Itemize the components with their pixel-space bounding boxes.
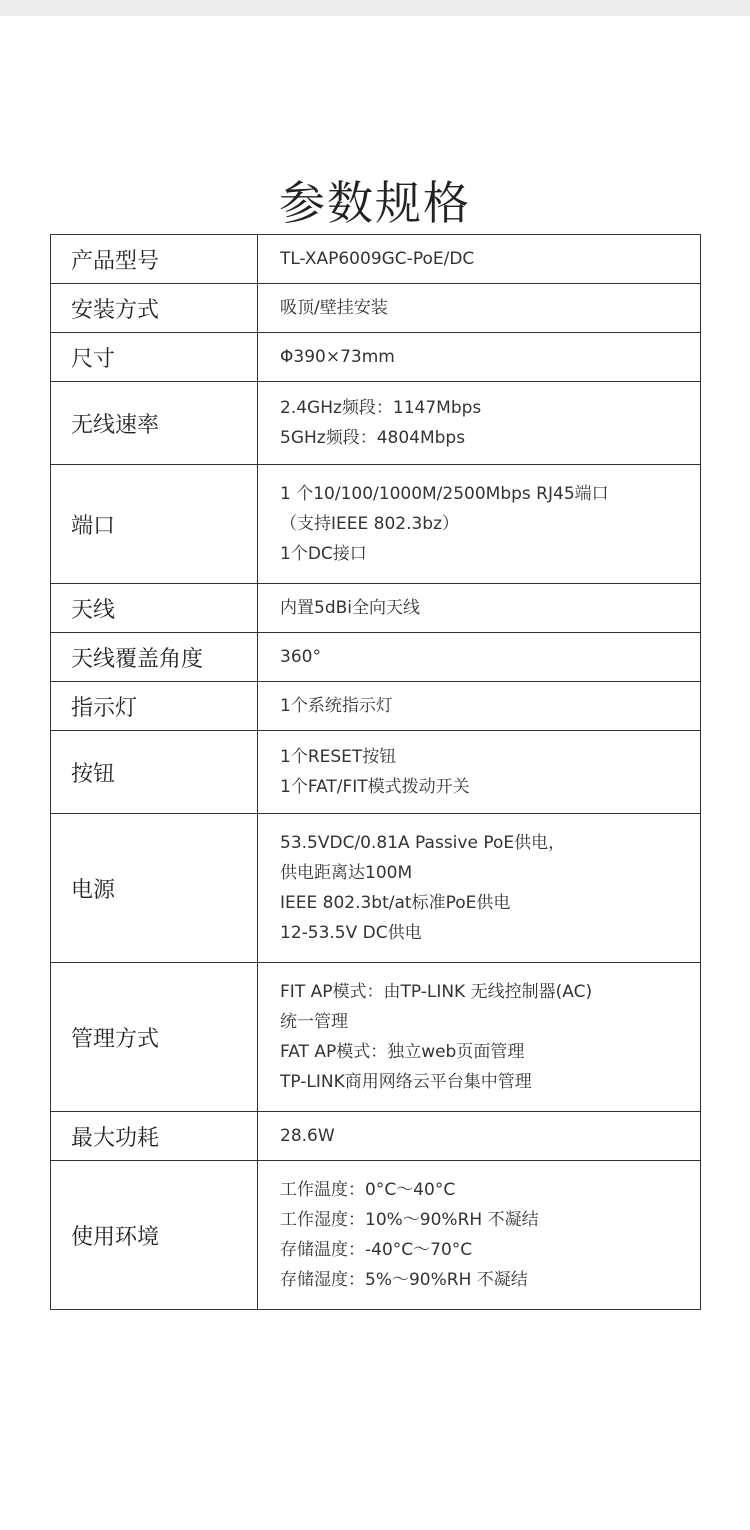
spec-value: [258, 1161, 701, 1310]
spec-value: [258, 963, 701, 1112]
spec-value: [258, 235, 701, 284]
spec-value: [258, 814, 701, 963]
spec-value-line: Φ390×73mm: [280, 347, 395, 367]
spec-row: [51, 465, 701, 584]
spec-value: [258, 1112, 701, 1161]
spec-value-line: 5GHz频段：4804Mbps: [280, 428, 466, 448]
spec-label: 尺寸: [51, 333, 258, 382]
spec-value-line: 1个系统指示灯: [280, 696, 393, 716]
spec-row: [51, 1112, 701, 1161]
page-title: 参数规格: [279, 175, 471, 230]
spec-value-line: 1个RESET按钮: [280, 747, 397, 767]
spec-value: [258, 584, 701, 633]
spec-row: [51, 1161, 701, 1310]
spec-value: [258, 682, 701, 731]
spec-label: 使用环境: [51, 1161, 258, 1310]
spec-value: [258, 465, 701, 584]
spec-row: [51, 333, 701, 382]
spec-value-line: 存储温度：-40°C～70°C: [280, 1240, 473, 1260]
spec-label: 安装方式: [51, 284, 258, 333]
spec-value: [258, 333, 701, 382]
top-band: [0, 0, 750, 16]
spec-value-line: 1 个10/100/1000M/2500Mbps RJ45端口: [280, 484, 609, 504]
spec-value-line: TP-LINK商用网络云平台集中管理: [280, 1072, 532, 1092]
spec-value-line: 12-53.5V DC供电: [280, 923, 422, 943]
spec-row: [51, 584, 701, 633]
spec-label: 产品型号: [51, 235, 258, 284]
spec-value: [258, 633, 701, 682]
spec-value-line: FIT AP模式：由TP-LINK 无线控制器(AC): [280, 982, 593, 1002]
spec-value-line: TL-XAP6009GC-PoE/DC: [280, 249, 475, 269]
spec-table: [50, 234, 701, 1310]
spec-label: 指示灯: [51, 682, 258, 731]
spec-label: 电源: [51, 814, 258, 963]
spec-value-line: 360°: [280, 647, 321, 667]
spec-value-line: IEEE 802.3bt/at标准PoE供电: [280, 893, 511, 913]
spec-value-line: 内置5dBi全向天线: [280, 598, 420, 618]
spec-label: 按钮: [51, 731, 258, 814]
spec-value-line: FAT AP模式：独立web页面管理: [280, 1042, 525, 1062]
spec-row: [51, 284, 701, 333]
spec-value-line: 53.5VDC/0.81A Passive PoE供电，: [280, 833, 566, 853]
spec-value: [258, 731, 701, 814]
spec-value-line: （支持IEEE 802.3bz）: [280, 514, 460, 534]
spec-table-body: [51, 235, 701, 1310]
spec-label: 天线: [51, 584, 258, 633]
spec-value: [258, 284, 701, 333]
spec-value-line: 工作湿度：10%～90%RH 不凝结: [280, 1210, 539, 1230]
spec-label: 管理方式: [51, 963, 258, 1112]
spec-value-line: 工作温度：0°C～40°C: [280, 1180, 456, 1200]
spec-label: 最大功耗: [51, 1112, 258, 1161]
spec-label: 端口: [51, 465, 258, 584]
spec-row: [51, 382, 701, 465]
spec-label: 无线速率: [51, 382, 258, 465]
spec-value-line: 统一管理: [280, 1012, 348, 1032]
spec-value-line: 1个DC接口: [280, 544, 367, 564]
spec-value-line: 1个FAT/FIT模式拨动开关: [280, 777, 470, 797]
spec-value-line: 吸顶/壁挂安装: [280, 298, 388, 318]
spec-row: [51, 633, 701, 682]
spec-value-line: 2.4GHz频段：1147Mbps: [280, 398, 482, 418]
spec-value-line: 存储湿度：5%～90%RH 不凝结: [280, 1270, 528, 1290]
spec-row: [51, 235, 701, 284]
spec-value-line: 28.6W: [280, 1126, 335, 1146]
spec-row: [51, 963, 701, 1112]
spec-value-line: 供电距离达100M: [280, 863, 413, 883]
spec-row: [51, 682, 701, 731]
spec-label: 天线覆盖角度: [51, 633, 258, 682]
spec-row: [51, 731, 701, 814]
spec-value: [258, 382, 701, 465]
spec-row: [51, 814, 701, 963]
